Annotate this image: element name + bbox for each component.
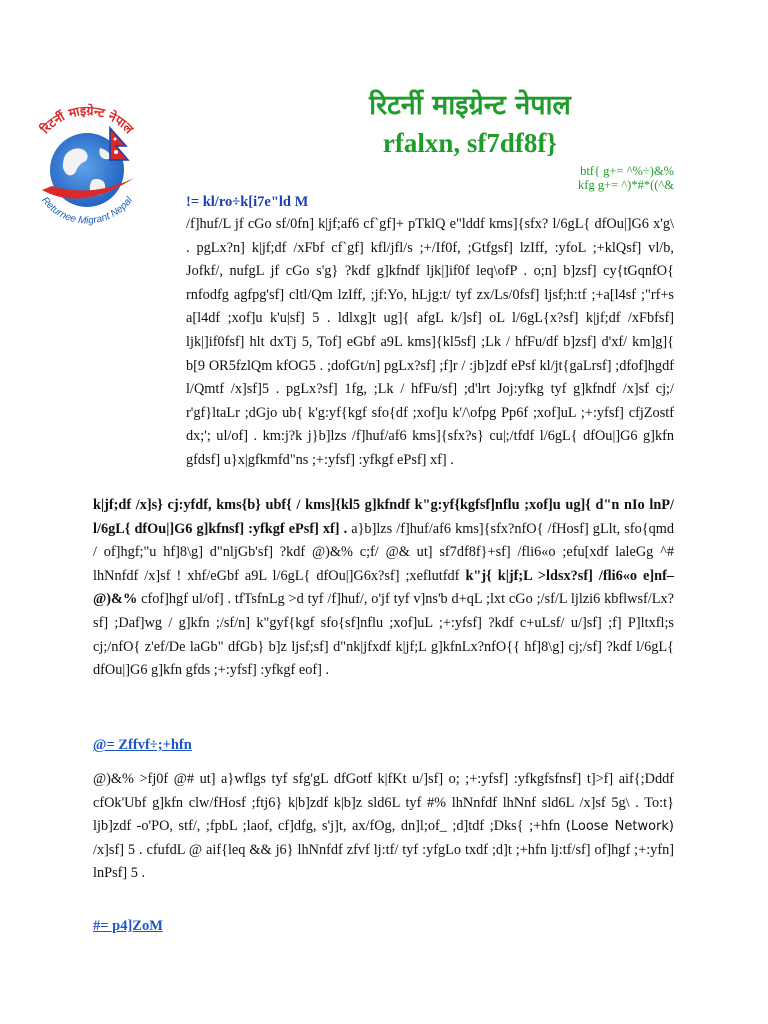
contact-info xyxy=(578,164,674,192)
section-3-paragraph xyxy=(93,768,674,886)
section-2-bold-lead: k|jf;df /x]s} cj:yfdf, kms{b} ubf{ / kms]{kl5 g]kfndf k"g:yf{kgfsf]nflu ;xof]u ug]{ d"n nIo lnP/ l/6gL{ dfOu|]G6 g]kfnsf] :yfkgf ePsf] xf] . xyxy=(93,497,674,537)
logo-bottom-text: Returnee Migrant Nepal xyxy=(39,195,135,227)
logo-top-text: रिटर्नी माइग्रेन्ट नेपाल xyxy=(37,102,137,137)
org-title-preeti: rfalxn, sf7df8f} xyxy=(382,128,558,158)
section-3-text-b: /x]sf] 5 . cfufdL @ aif{leq && j6} lhNnfdf zfvf lj:tf/ tyf :yfgLo txdf ;d]t ;+hfn lj:tf/sf] of]hgf ;+:yfn] lnPsf] 5 . xyxy=(93,841,674,882)
loose-network-term: (Loose Network) xyxy=(565,819,674,835)
returnee-migrant-nepal-logo xyxy=(12,86,162,236)
section-1-heading: != kl/ro÷k[i7e"ld M xyxy=(186,194,309,210)
logo-emblem-icon xyxy=(12,86,162,236)
section-2-text-b: cfof]hgf ul/of] . tfTsfnLg >d tyf /f]huf/, o'jf tyf v]ns'b d+qL ;lxt cGo ;/sf/L ljlzi6 kbflwsf/Lx?sf] ;Daf]wg / g]kfn ;/sf/n] k"gyf{kgf sfo{sf]nflu ;xof]uL ;+:yfsf] ?kdf c+uLsf/ u/]sf] ;f] P]ltxfl;s cj;/nfO{ z'ef/De laGb" dfGb} b]z ljsf;sf] d"nk|jfxdf k|jf;L g]kfnLx?nfO{{ hf]8\g] cj;/sf] ?kdf l/6gL{ dfOu|]G6 g]kfn gfds ;+:yfsf] :yfkgf eof] . xyxy=(93,591,674,679)
section-branch-network-heading[interactable]: @= Zffvf÷;+hfn xyxy=(93,737,192,753)
fax-number: kfg g+= ^)*#*((^& xyxy=(578,178,674,192)
org-title-devanagari: रिटर्नी माइग्रेन्ट नेपाल xyxy=(369,90,571,121)
section-2-paragraph xyxy=(93,494,674,683)
section-2-text-a: a}b]lzs /f]huf/af6 kms]{sfx?nfO{ /fHosf] gLlt, sfo{qmd / of]hgf;"u hf]8\g] d"nljGb'sf] ?kdf @)&% c;f/ @& ut] sf7df8f}+sf] /fli6«o ;efu[xdf laleGg ^# lhNnfdf /x]sf ! xhf/eGbf a9L l/6gL{ dfOu|]G6x?sf] ;xeflutfdf xyxy=(93,520,674,584)
section-3-text-a: @)&% >fj0f @# ut] a}wflgs tyf sfg'gL dfGotf k|fKt u/]sf] o; ;+:yfsf] :yfkgfsfnsf] t]>f] aif{;Dddf cfOk'Ubf g]kfn clw/fHosf ;ftj6} k|b]zdf k|b]z sld6L tyf #% lhNnfdf lhNnf sld6L /x]sf 5g\ . To:t} ljb]zdf -o'PO, stf/, ;fpbL ;laof, cf]dfg, s'j]t, ax/fOg, dn]l;of_ ;d]tdf ;Dks{ ;+hfn xyxy=(93,771,674,835)
phone-number: btf{ g+= ^%÷)&% xyxy=(580,164,674,178)
section-objectives-heading[interactable]: #= p4]ZoM xyxy=(93,918,163,934)
section-2-event-name: k"j{ k|jf;L >ldsx?sf] /fli6«o e]nf–@)&% xyxy=(93,567,674,608)
section-1-paragraph: /f]huf/L jf cGo sf/0fn] k|jf;af6 cf`gf]+ pTklQ e"lddf kms]{sfx? l/6gL{ dfOu|]G6 x'g\ . pgLx?n] k|jf;df /xFbf cf`gf] kfl/jfl/s ;+/If0f, ;Gtfgsf] lzIff, :yfoL ;+klQsf] vl/b, Jofkf/, nufgL jf cGo s'g} ?kdf g]kfndf ljk|]if0f leq\ofP . o;n] b]zsf] cy{tGqnfO{ rnfodfg agfpg'sf] cltl/Qm lzIff, ;jf:Yo, hLjg:t/ tyf zx/Ls/0fsf] ljsf;h:tf ;+a[l4sf ;"rf+s a[l4df ;xof]u k'u|sf] 5 . ldlxg]t ug]{ afgL k/]sf] oL l/6gL{x?sf] k|jf;df /xFbfsf] ljk|]if0fsf] hlt dxTj 5, Tof] eGbf a9L kms]{kl5sf] ;Lk / hfFu/df b]zsf] d'xf/ km]g]{ b[9 OR5fzlQm kfOG5 . ;dofGt/n] pgLx?sf] ;f]r / :jb]zdf ePsf kl/jt{gaLrsf] ;dfof]hgdf l/Qmtf /x]sf]5 . pgLx?sf] 1fg, ;Lk / hfFu/sf] ;d'lrt Joj:yfkg tyf g]kfndf /x]sf cj;/ r'gf}ltaLr ;dGjo ub{ k'g:yf{kgf sfo{df ;xof]u k'/\ofpg Pp6f ;xof]uL ;+:yfsf] cfjZostf dx;'; ul/of] . km:j?k j}b]lzs /f]huf/af6 kms]{sfx?s} cu|;/tfdf l/6gL{ dfOu|]G6 g]kfn gfdsf] u}x|gfkmfd"ns ;+:yfsf] :yfkgf ePsf] xf] . xyxy=(186,216,674,468)
